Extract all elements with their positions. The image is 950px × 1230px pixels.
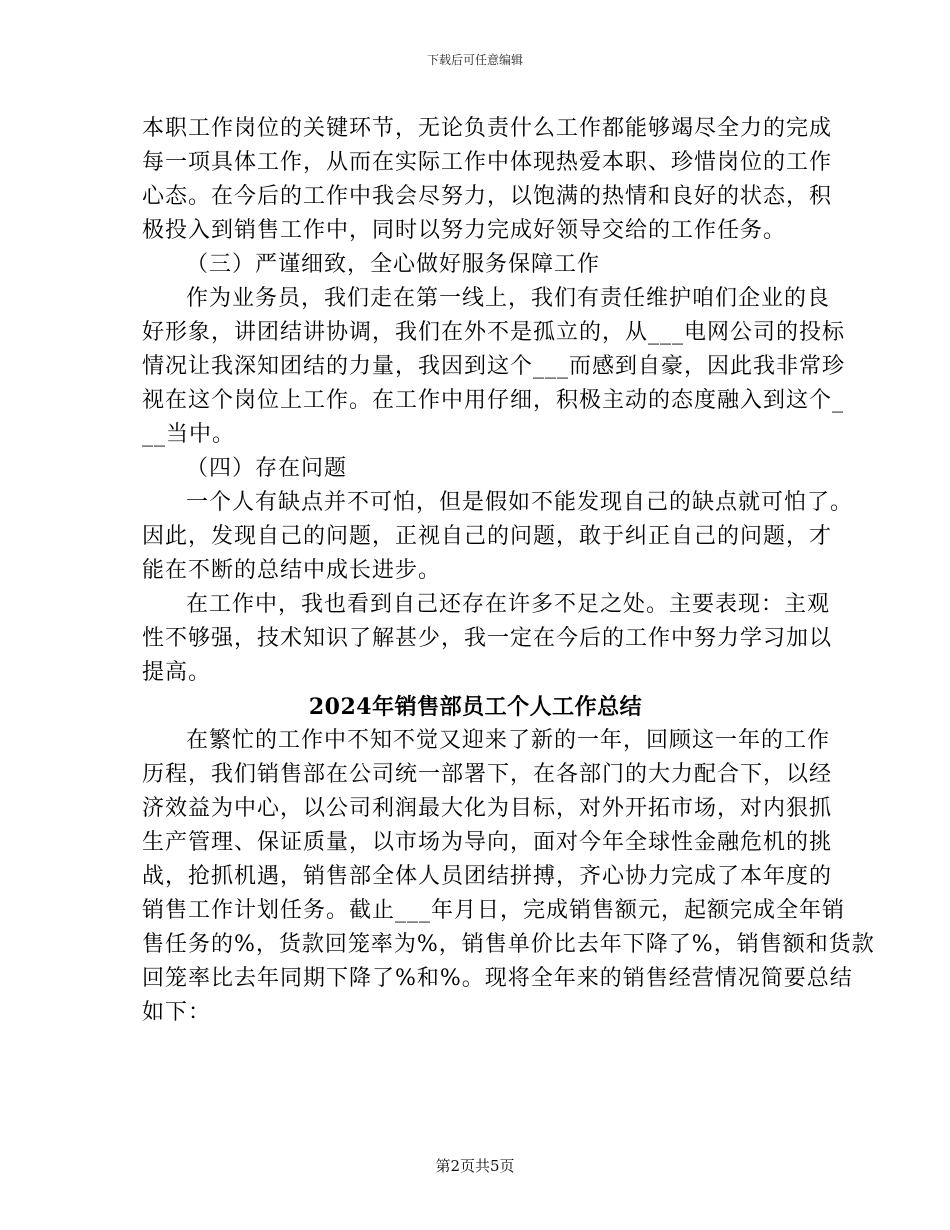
text-line: 如下： — [142, 1000, 212, 1025]
text-line: 历程，我们销售部在公司统一部署下，在各部门的大力配合下，以经 — [142, 762, 833, 787]
text-line: 作为业务员，我们走在第一线上，我们有责任维护咱们企业的良 — [186, 286, 831, 311]
text-line: 一个人有缺点并不可怕，但是假如不能发现自己的缺点就可怕了。 — [186, 490, 854, 515]
text-line: 好形象，讲团结讲协调，我们在外不是孤立的，从___电网公司的投标 — [142, 320, 846, 345]
text-line: __当中。 — [142, 422, 236, 447]
text-line: 济效益为中心，以公司利润最大化为目标，对外开拓市场，对内狠抓 — [142, 796, 833, 821]
section-heading: （四）存在问题 — [186, 456, 348, 481]
text-line: 视在这个岗位上工作。在工作中用仔细，积极主动的态度融入到这个_ — [142, 388, 845, 413]
text-line: 心态。在今后的工作中我会尽努力，以饱满的热情和良好的状态，积 — [142, 184, 833, 209]
text-line: 战，抢抓机遇，销售部全体人员团结拼搏，齐心协力完成了本年度的 — [142, 864, 833, 889]
text-line: 生产管理、保证质量，以市场为导向，面对今年全球性金融危机的挑 — [142, 830, 833, 855]
text-line: 在繁忙的工作中不知不觉又迎来了新的一年，回顾这一年的工作 — [186, 728, 831, 753]
text-line: 回笼率比去年同期下降了%和%。现将全年来的销售经营情况简要总结 — [142, 966, 853, 991]
text-line: 情况让我深知团结的力量，我因到这个___而感到自豪，因此我非常珍 — [142, 354, 846, 379]
text-line: 极投入到销售工作中，同时以努力完成好领导交给的工作任务。 — [142, 218, 787, 243]
document-body — [142, 112, 875, 1030]
text-line: 性不够强，技术知识了解甚少，我一定在今后的工作中努力学习加以 — [142, 626, 833, 651]
page-header: 下载后可任意编辑 — [426, 53, 523, 67]
section-heading: （三）严谨细致，全心做好服务保障工作 — [186, 252, 601, 277]
text-line: 在工作中，我也看到自己还存在许多不足之处。主要表现：主观 — [186, 592, 831, 617]
document-title: 2024年销售部员工个人工作总结 — [308, 694, 643, 720]
text-line: 本职工作岗位的关键环节，无论负责什么工作都能够竭尽全力的完成 — [142, 116, 833, 141]
text-line: 因此，发现自己的问题，正视自己的问题，敢于纠正自己的问题，才 — [142, 524, 833, 549]
text-line: 售任务的%，货款回笼率为%，销售单价比去年下降了%，销售额和货款 — [142, 932, 875, 957]
text-line: 能在不断的总结中成长进步。 — [142, 558, 442, 583]
text-line: 销售工作计划任务。截止___年月日，完成销售额元，起额完成全年销 — [142, 898, 846, 923]
text-line: 每一项具体工作，从而在实际工作中体现热爱本职、珍惜岗位的工作 — [142, 150, 833, 175]
text-line: 提高。 — [142, 660, 212, 685]
page-footer: 第2页共5页 — [435, 1157, 515, 1175]
